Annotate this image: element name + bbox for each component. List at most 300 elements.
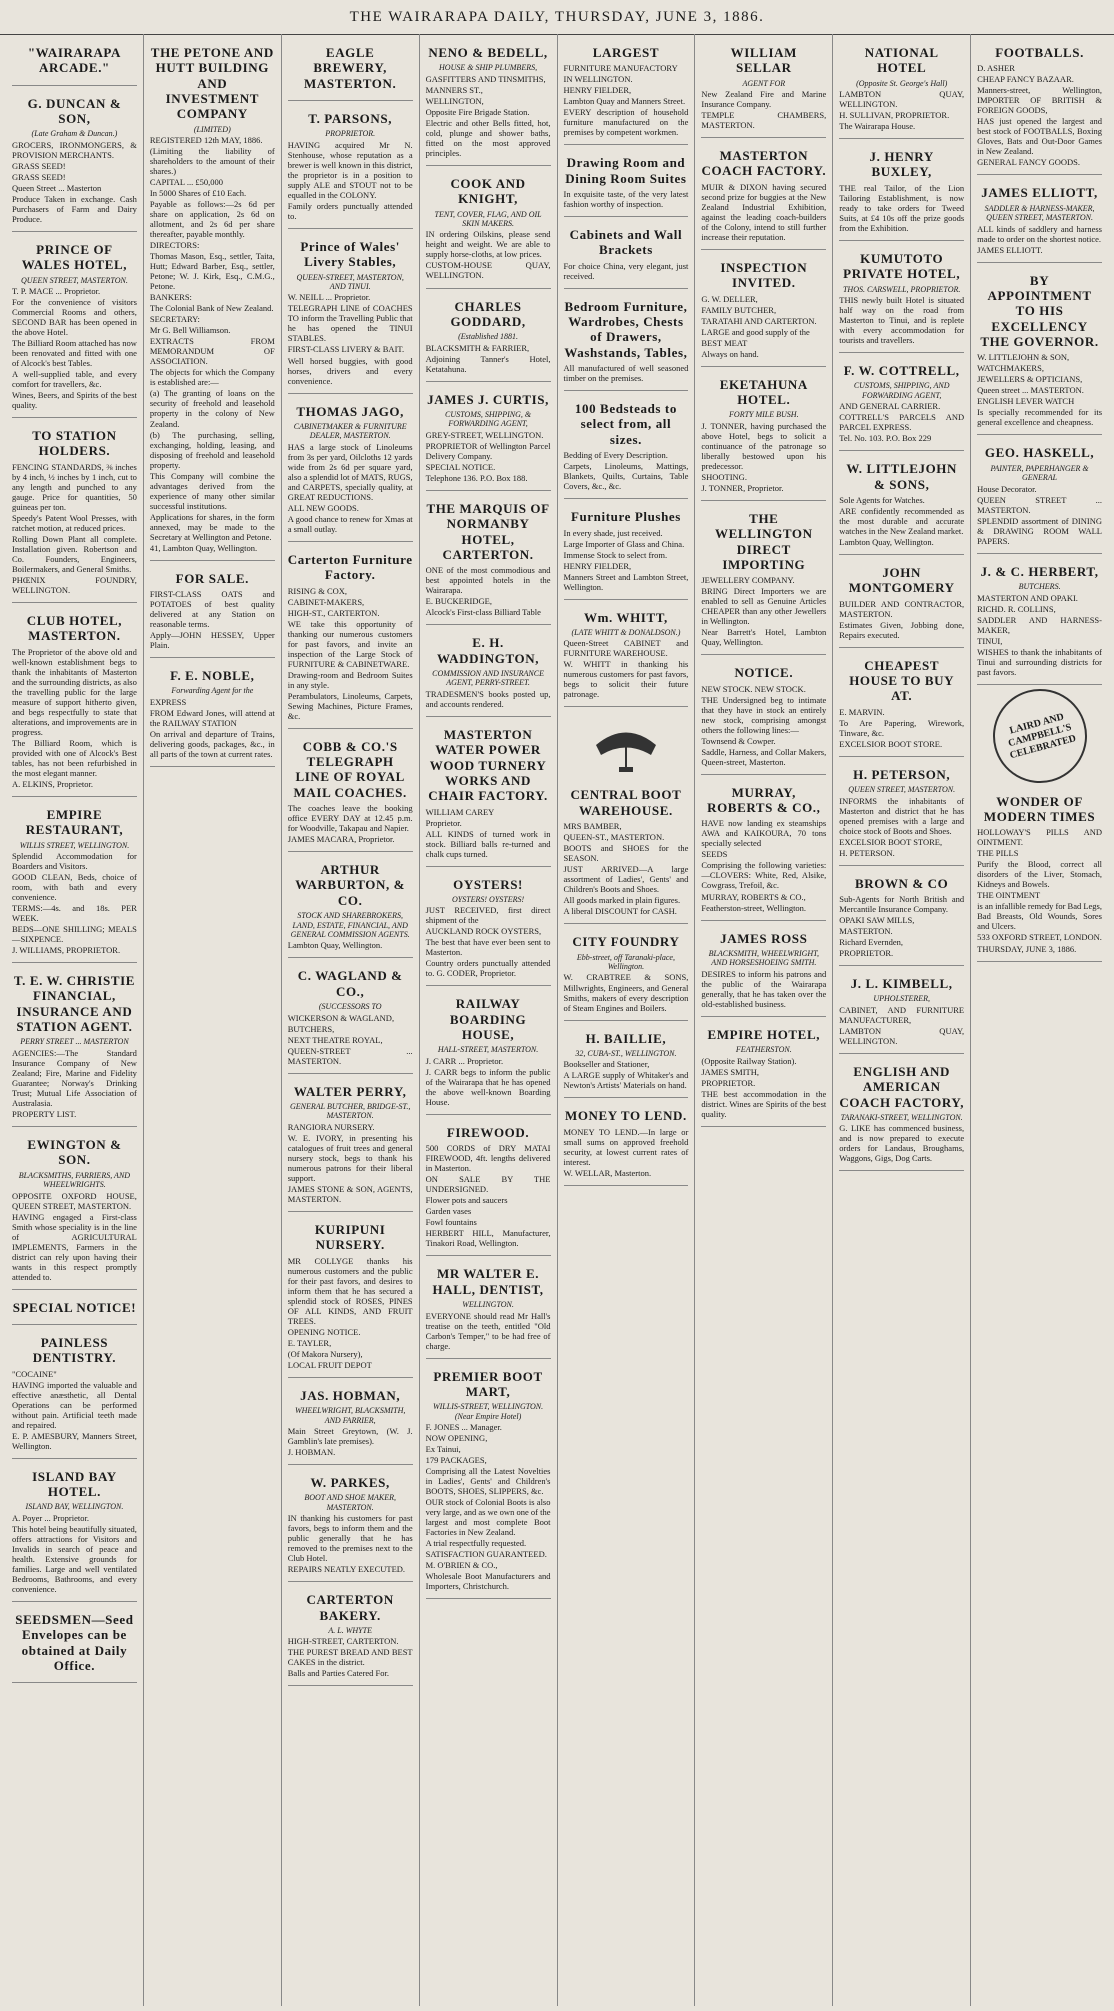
ad-text: JAMES ELLIOTT. xyxy=(977,244,1043,255)
advertisement xyxy=(426,720,551,867)
advertisement xyxy=(701,38,826,138)
ad-text: HAVING imported the valuable and effective anæsthetic, all Dental Operations can be performed without pain. Artificial teeth made and repaired. xyxy=(12,1379,137,1430)
ad-text: A. ELKINS, Proprietor. xyxy=(12,778,93,789)
advertisement xyxy=(12,1328,137,1459)
ad-text: SPLENDID assortment of DINING & DRAWING ROOM WALL PAPERS. xyxy=(977,515,1102,546)
ad-heading: PAINLESS DENTISTRY. xyxy=(32,1335,117,1366)
ad-text: A. Poyer ... Proprietor. xyxy=(12,1512,89,1523)
advertisement xyxy=(564,502,689,599)
ad-subheading: (SUCCESSORS TO xyxy=(318,1002,382,1012)
advertisement xyxy=(426,1362,551,1600)
ad-heading: ENGLISH AND AMERICAN COACH FACTORY, xyxy=(839,1063,965,1110)
ad-text: AGENCIES:—The Standard Insurance Company of New Zealand; Fire, Marine and Fidelity Guarantee; Norway's Drinking Trust; Mutual Life Association of Australasia. xyxy=(12,1047,137,1108)
ad-text: DESIRES to inform his patrons and the public of the Wairarapa generally, that he has taken over the old-established business. xyxy=(701,968,827,1009)
ad-heading: OYSTERS! xyxy=(453,876,523,892)
ad-text: Mr G. Bell Williamson. xyxy=(149,325,231,336)
advertisement xyxy=(701,924,826,1017)
ad-text: W. E. IVORY, in presenting his catalogues of fruit trees and general nursery stock, begs to thank his numerous patrons for their liberal support. xyxy=(287,1132,413,1183)
ad-text: THE real Tailor, of the Lion Tailoring Establishment, is now ready to take orders for Tweed Suits, at £4 10s off the prize goods from the Exhibition. xyxy=(839,182,965,233)
ad-text: JEWELLERS & OPTICIANS, xyxy=(977,374,1083,385)
advertisement xyxy=(426,38,551,166)
advertisement xyxy=(288,1077,413,1212)
ad-heading: MONEY TO LEND. xyxy=(564,1108,687,1124)
ad-text: HAVING engaged a First-class Smith whose speciality is in the line of AGRICULTURAL IMPLEMENTS, Farmers in the district can rely upon having their wants in this respect promptly attended to. xyxy=(12,1211,137,1282)
ad-text: JAMES STONE & SON, AGENTS, MASTERTON. xyxy=(287,1183,413,1204)
ad-text: MASTERTON. xyxy=(839,926,893,937)
ad-text: Sub-Agents for North British and Mercantile Insurance Company. xyxy=(839,894,965,915)
advertisement xyxy=(12,1462,137,1602)
ad-heading: ISLAND BAY HOTEL. xyxy=(32,1468,117,1500)
ad-text: MURRAY, ROBERTS & CO., xyxy=(701,891,806,902)
ad-text: A good chance to renew for Xmas at a small outlay. xyxy=(287,513,413,534)
ad-heading: SPECIAL NOTICE! xyxy=(12,1299,137,1315)
ad-text: MANNERS ST., xyxy=(425,84,483,95)
advertisement xyxy=(564,1101,689,1185)
ad-subheading: HOUSE & SHIP PLUMBERS, xyxy=(439,63,538,73)
ad-text: SPECIAL NOTICE. xyxy=(425,461,496,472)
ad-text: BOOTS and SHOES for the SEASON. xyxy=(563,843,689,864)
ad-text: 533 OXFORD STREET, LONDON. xyxy=(977,932,1102,943)
ad-text: GASFITTERS AND TINSMITHS, xyxy=(425,73,546,84)
ad-text: THE PUREST BREAD AND BEST CAKES in the district. xyxy=(287,1647,413,1668)
advertisement xyxy=(12,966,137,1127)
ad-heading: JOHN MONTGOMERY xyxy=(848,565,955,596)
ad-text: CABINET, AND FURNITURE MANUFACTURER, xyxy=(839,1004,965,1025)
ad-text: EVERY description of household furniture manufactured on the premises by competent workmen. xyxy=(563,107,689,138)
advertisement xyxy=(839,38,964,139)
ad-text: PROPRIETOR of Wellington Parcel Delivery Company. xyxy=(425,440,551,461)
ad-text: OPENING NOTICE. xyxy=(287,1326,361,1337)
ad-text: Flower pots and saucers xyxy=(425,1195,508,1206)
ad-text: MASTERTON AND OPAKI. xyxy=(977,592,1078,603)
advertisement xyxy=(977,557,1102,685)
ad-text: Large Importer of Glass and China. xyxy=(563,538,685,549)
advertisement xyxy=(426,870,551,987)
advertisement xyxy=(701,504,826,655)
ad-subheading: WHEELWRIGHT, BLACKSMITH, AND FARRIER, xyxy=(294,1406,406,1425)
ad-heading: FOR SALE. xyxy=(175,570,249,586)
advertisement xyxy=(564,780,689,924)
advertisement xyxy=(977,178,1102,262)
ad-subheading: UPHOLSTERER, xyxy=(873,994,931,1004)
ad-subheading: CABINETMAKER & FURNITURE DEALER, MASTERTON. xyxy=(293,421,407,441)
ad-text: GRASS SEED! xyxy=(12,171,66,182)
ad-text: THE Undersigned beg to intimate that they have in stock an entirely new stock, comprising amongst others the following lines:— xyxy=(701,694,827,735)
column-6 xyxy=(695,34,833,2006)
ad-heading: Furniture Plushes xyxy=(570,509,681,525)
ad-heading: 100 Bedsteads to select from, all sizes. xyxy=(574,401,677,447)
advertisement xyxy=(12,800,137,963)
ad-subheading: BUTCHERS. xyxy=(1018,582,1061,592)
advertisement xyxy=(150,661,275,767)
advertisement xyxy=(288,38,413,101)
ad-subheading: A. L. WHYTE xyxy=(328,1625,372,1635)
ad-text: A LARGE supply of Whitaker's and Newton's Artists' Materials on hand. xyxy=(563,1070,689,1091)
advertisement xyxy=(12,1605,137,1683)
ad-text: RANGIORA NURSERY. xyxy=(287,1121,375,1132)
ad-text: Is specially recommended for its general excellence and cheapness. xyxy=(977,407,1102,428)
ad-text: Electric and other Bells fitted, hot, cold, plunge and shower baths, fitted on the most approved principles. xyxy=(425,117,551,158)
ad-text: Applications for shares, in the form annexed, may be made to the Secretary at Wellington and Petone. xyxy=(149,511,275,542)
ad-text: MRS BAMBER, xyxy=(563,821,622,832)
ad-text: Sole Agents for Watches. xyxy=(839,494,925,505)
ad-text: Main Street Greytown, (W. J. Gamblin's late premises). xyxy=(287,1425,413,1446)
advertisement xyxy=(977,787,1102,962)
ad-text: W. WHITT in thanking his numerous customers for past favors, begs to solicit their future patronage. xyxy=(563,659,689,700)
ad-heading: CHEAPEST HOUSE TO BUY AT. xyxy=(849,657,955,704)
ad-heading: TO STATION HOLDERS. xyxy=(32,428,117,459)
advertisement xyxy=(701,658,826,774)
ad-text: HOLLOWAY'S PILLS AND OINTMENT. xyxy=(977,827,1102,848)
ad-text: BEST MEAT xyxy=(701,337,748,348)
ad-heading: W. PARKES, xyxy=(310,1475,390,1491)
ad-text: Featherston-street, Wellington. xyxy=(701,902,807,913)
ad-text: Bedding of Every Description. xyxy=(563,450,668,461)
ad-heading: JAMES ROSS xyxy=(720,930,808,946)
ad-text: For choice China, very elegant, just received. xyxy=(563,260,689,281)
saddle-illustration-icon xyxy=(564,710,689,780)
ad-heading: FIREWOOD. xyxy=(446,1124,530,1140)
ad-text: LARGE and good supply of the xyxy=(701,326,810,337)
ad-subheading: SADDLER & HARNESS-MAKER, QUEEN STREET, MASTERTON. xyxy=(984,203,1095,223)
ad-text: Proprietor. xyxy=(425,817,462,828)
ad-text: F. JONES ... Manager. xyxy=(425,1422,502,1433)
ad-heading: BROWN & CO xyxy=(854,875,949,891)
ad-text: E. BUCKERIDGE, xyxy=(425,596,492,607)
ad-text: Alcock's First-class Billiard Table xyxy=(425,607,541,618)
advertisement xyxy=(701,778,826,921)
advertisement xyxy=(12,1130,137,1290)
ad-text: 41, Lambton Quay, Wellington. xyxy=(149,542,258,553)
ad-text: Rolling Down Plant all complete. Installation given. Robertson and Co. Founders, Engineers, Boilermakers, and General Smiths. xyxy=(12,533,137,574)
ad-text: JUST ARRIVED—A large assortment of Ladies', Gents' and Children's Boots and Shoes. xyxy=(563,864,689,895)
ad-text: FIRST-CLASS LIVERY & BAIT. xyxy=(287,344,405,355)
ad-text: WISHES to thank the inhabitants of Tinui and surrounding districts for past favors. xyxy=(977,646,1102,677)
ad-text: The Billiard Room, which is provided with one of Alcock's Best tables, has not been refurbished in the most elegant manner. xyxy=(12,737,137,778)
ad-heading: Carterton Furniture Factory. xyxy=(287,551,413,583)
ad-heading: PREMIER BOOT MART, xyxy=(433,1368,543,1399)
ad-text: is an infallible remedy for Bad Legs, Bad Breasts, Old Wounds, Sores and Ulcers. xyxy=(977,901,1102,932)
ad-heading: WILLIAM SELLAR xyxy=(730,45,797,76)
ad-text: REPAIRS NEATLY EXECUTED. xyxy=(287,1564,406,1575)
ad-heading: T. PARSONS, xyxy=(308,110,393,126)
ad-text: The Colonial Bank of New Zealand. xyxy=(149,303,274,314)
advertisement xyxy=(426,169,551,289)
ad-heading: Cabinets and Wall Brackets xyxy=(569,227,683,258)
ad-text: W. WELLAR, Masterton. xyxy=(563,1167,652,1178)
advertisement xyxy=(12,89,137,232)
ad-subheading: BLACKSMITHS, FARRIERS, AND WHEELWRIGHTS. xyxy=(18,1170,131,1190)
ad-heading: F. W. COTTRELL, xyxy=(843,363,960,379)
ad-heading: G. DUNCAN & SON, xyxy=(27,95,122,126)
advertisement xyxy=(150,564,275,658)
ad-text: Perambulators, Linoleums, Carpets, Sewing Machines, Picture Frames, &c. xyxy=(287,690,413,721)
ad-text: Lambton Quay and Manners Street. xyxy=(563,96,686,107)
ad-heading: WALTER PERRY, xyxy=(293,1083,407,1099)
ad-subheading: QUEEN STREET, MASTERTON. xyxy=(848,785,956,795)
ad-text: DIRECTORS: xyxy=(149,240,200,251)
advertisement xyxy=(564,148,689,217)
ad-text: HAS a large stock of Linoleums from 3s per yard, Oilcloths 12 yards wide from 2s 6d per square yard, also a splendid lot of MATS, RUGS, and CARPETS, specially quality, at GREAT REDUCTIONS. xyxy=(287,441,413,502)
masthead: THE WAIRARAPA DAILY, THURSDAY, JUNE 3, 1886. xyxy=(0,0,1114,35)
ad-text: (Of Makora Nursery), xyxy=(287,1348,363,1359)
advertisement xyxy=(839,760,964,866)
ad-text: W. LITTLEJOHN & SON, xyxy=(977,352,1070,363)
advertisement xyxy=(12,235,137,418)
ad-heading: BY APPOINTMENT TO HIS EXCELLENCY THE GOVERNOR. xyxy=(980,272,1099,350)
advertisement xyxy=(701,370,826,501)
ad-text: JAMES MACARA, Proprietor. xyxy=(287,834,395,845)
column-1 xyxy=(6,34,144,2006)
ad-heading: LARGEST xyxy=(592,45,660,60)
advertisement xyxy=(426,1259,551,1358)
ad-text: (Limiting the liability of shareholders to the amount of their shares.) xyxy=(149,146,275,177)
ad-text: HAVE now landing ex steamships AWA and KAIKOURA, 70 tons specially selected xyxy=(701,818,827,849)
ad-subheading: PERRY STREET ... MASTERTON xyxy=(20,1037,129,1047)
ad-text: QUEEN-ST., MASTERTON. xyxy=(563,832,665,843)
ad-text: BUTCHERS, xyxy=(287,1023,335,1034)
ad-heading: Prince of Wales' Livery Stables, xyxy=(300,238,400,270)
advertisement xyxy=(288,1585,413,1686)
ad-text: Estimates Given, Jobbing done, Repairs executed. xyxy=(839,619,965,640)
advertisement xyxy=(839,454,964,555)
ad-text: EXPRESS xyxy=(149,696,187,707)
ad-text: WELLINGTON, xyxy=(425,95,484,106)
ad-text: (Opposite Railway Station). xyxy=(701,1055,797,1066)
ad-text: FIRST-CLASS OATS and POTATOES of best quality delivered at any Station on reasonable terms. xyxy=(149,589,275,630)
ad-heading: WONDER OF MODERN TIMES xyxy=(983,793,1096,824)
ad-text: HIGH-ST., CARTERTON. xyxy=(287,607,380,618)
ad-subheading: (Established 1881. xyxy=(458,332,519,342)
ad-text: Adjoining Tanner's Hotel, Ketatahuna. xyxy=(425,353,551,374)
advertisement xyxy=(564,292,689,391)
ad-subheading: COMMISSION AND INSURANCE AGENT, PERRY-STREET. xyxy=(432,668,544,688)
ad-subheading: AGENT FOR xyxy=(742,78,786,88)
advertisement xyxy=(839,558,964,648)
ad-text: FENCING STANDARDS, ⅜ inches by 4 inch, ½ inches by 1 inch, cut to any length and punched to any gauge. Price for quantities, 50 guineas per ton. xyxy=(12,461,137,512)
advertisement xyxy=(977,266,1102,436)
ad-text: ALL KINDS of turned work in stock. Billiard balls re-turned and chalk cups turned. xyxy=(425,828,551,859)
ad-text: Purify the Blood, correct all disorders of the Liver, Stomach, Kidneys and Bowels. xyxy=(977,859,1102,890)
ad-text: HENRY FIELDER, xyxy=(563,85,632,96)
ad-text: 500 CORDS of DRY MATAI FIREWOOD, 4ft. lengths delivered in Masterton. xyxy=(425,1143,551,1174)
ad-text: ENGLISH LEVER WATCH xyxy=(977,396,1075,407)
ad-text: Wholesale Boot Manufacturers and Importers, Christchurch. xyxy=(425,1571,551,1592)
advertisement xyxy=(564,927,689,1020)
advertisement xyxy=(288,1215,413,1378)
ad-text: Opposite Fire Brigade Station. xyxy=(425,106,530,117)
ad-text: J. CARR begs to inform the public of the Wairarapa that he has opened the above well-known Boarding House. xyxy=(425,1066,551,1107)
ad-text: EXTRACTS FROM MEMORANDUM OF ASSOCIATION. xyxy=(149,336,275,367)
ad-text: For the convenience of visitors Commercial Rooms and others, SECOND BAR has been opened in the above Hotel. xyxy=(12,296,137,338)
ad-text: HERBERT HILL, Manufacturer, Tinakori Road, Wellington. xyxy=(425,1228,551,1249)
ad-heading: J. & C. HERBERT, xyxy=(980,563,1099,579)
ad-text: Produce Taken in exchange. Cash Purchasers of Farm and Dairy Produce. xyxy=(12,193,137,224)
ad-text: T. P. MACE ... Proprietor. xyxy=(12,285,101,296)
ad-text: JUST RECEIVED, first direct shipment of the xyxy=(425,905,551,926)
advertisement xyxy=(701,253,826,367)
advertisement xyxy=(839,651,964,757)
ad-text: TEMPLE CHAMBERS, MASTERTON. xyxy=(701,110,827,131)
ad-text: Wines, Beers, and Spirits of the best quality. xyxy=(12,390,137,411)
ad-text: INFORMS the inhabitants of Masterton and district that he has opened premises with a large and choice stock of Boots and Shoes. xyxy=(839,795,965,836)
ad-text: Saddle, Harness, and Collar Makers, Queen-street, Masterton. xyxy=(701,746,827,767)
ad-text: Drawing-room and Bedroom Suites in any style. xyxy=(287,669,413,690)
ad-text: Family orders punctually attended to. xyxy=(287,200,413,221)
ad-subheading: THOS. CARSWELL, PROPRIETOR. xyxy=(842,284,961,294)
ad-text: BRING Direct Importers we are enabled to sell as Genuine Articles CHEAPER than any other Jewellers in Wellington. xyxy=(701,586,827,627)
ad-heading: J. L. KIMBELL, xyxy=(850,976,953,992)
ad-text: AUCKLAND ROCK OYSTERS, xyxy=(425,926,542,937)
ad-subheading: FORTY MILE BUSH. xyxy=(729,410,799,420)
ad-text: BEDS—ONE SHILLING; MEALS—SIXPENCE. xyxy=(12,924,137,945)
ad-heading: INSPECTION INVITED. xyxy=(720,259,808,291)
advertisement xyxy=(839,969,964,1054)
ad-text: This Company will combine the advantages derived from the experience of many other similar successful institutions. xyxy=(149,470,275,511)
ad-text: Balls and Parties Catered For. xyxy=(287,1668,390,1679)
advertisement xyxy=(426,494,551,625)
ad-text: SATISFACTION GUARANTEED. xyxy=(425,1549,547,1560)
ad-text: EVERYONE should read Mr Hall's treatise on the teeth, entitled "Old Carbon's Temper," to be had free of charge. xyxy=(425,1310,551,1351)
ad-heading: F. E. NOBLE, xyxy=(170,668,255,684)
ad-subheading: OYSTERS! OYSTERS! xyxy=(451,894,525,904)
ad-subheading: (LIMITED) xyxy=(193,124,231,134)
ad-text: In every shade, just received. xyxy=(563,527,663,538)
ad-text: THE OINTMENT xyxy=(977,890,1041,901)
ad-text: The Proprietor of the above old and well-known establishment begs to thank the inhabitants of Masterton and the surrounding districts, as also the travelling public for the large measure of support hitherto given, and begs respectfully to state that alterations, and improvements are in progress. xyxy=(12,646,137,737)
ad-text: TARATAHI AND CARTERTON. xyxy=(701,315,817,326)
ad-subheading: BLACKSMITH, WHEELWRIGHT, AND HORSESHOEING SMITH. xyxy=(708,948,820,968)
ad-text: 179 PACKAGES, xyxy=(425,1455,487,1466)
ad-heading: "WAIRARAPA ARCADE." xyxy=(27,45,121,76)
ad-heading: CITY FOUNDRY xyxy=(572,934,680,950)
ad-text: HAVING acquired Mr N. Stenhouse, whose reputation as a brewer is well known in this district, the proprietor is in a position to supply ALE and STOUT not to be equalled in the COLONY. xyxy=(287,139,413,200)
ad-text: CHEAP FANCY BAZAAR. xyxy=(977,74,1074,85)
ad-text: (b) The purchasing, selling, exchanging, holding, leasing, and disposing of freehold and leasehold property. xyxy=(149,429,275,470)
ad-text: PROPRIETOR. xyxy=(839,948,894,959)
ad-text: EXCELSIOR BOOT STORE, xyxy=(839,836,943,847)
ad-text: WICKERSON & WAGLAND, xyxy=(287,1012,395,1023)
ad-text: HAS just opened the largest and best stock of FOOTBALLS, Boxing Gloves, Bats and Out-Door Games in New Zealand. xyxy=(977,116,1102,157)
advertisement xyxy=(564,603,689,708)
ad-text: IN WELLINGTON. xyxy=(563,74,633,85)
ad-text: HIGH-STREET, CARTERTON. xyxy=(287,1636,399,1647)
ad-heading: T. E. W. CHRISTIE FINANCIAL, INSURANCE AND STATION AGENT. xyxy=(13,973,136,1035)
ad-heading: MASTERTON COACH FACTORY. xyxy=(701,148,827,179)
ad-subheading: QUEEN-STREET, MASTERTON, AND TINUI. xyxy=(296,272,404,291)
ad-heading: EWINGTON & SON. xyxy=(27,1137,122,1168)
ad-text: SADDLER AND HARNESS-MAKER, xyxy=(977,614,1102,635)
ad-text: Country orders punctually attended to. G. CODER, Proprietor. xyxy=(425,958,551,979)
ad-text: ARE confidently recommended as the most durable and accurate watches in the New Zealand market. xyxy=(839,506,965,537)
ad-text: IN thanking his customers for past favors, begs to inform them and the public generally that he has removed to the premises next to the Club Hotel. xyxy=(287,1513,413,1564)
ad-text: Apply—JOHN HESSEY, Upper Plain. xyxy=(149,630,275,651)
ad-text: HENRY FIELDER, xyxy=(563,560,632,571)
ad-text: Comprising all the Latest Novelties in Ladies', Gents' and Children's BOOTS, SHOES, SLIPPERS, &c. xyxy=(425,1466,551,1497)
ad-text: ON SALE BY THE UNDERSIGNED. xyxy=(425,1174,551,1195)
ad-text: NEXT THEATRE ROYAL, xyxy=(287,1034,383,1045)
ad-heading: JAS. HOBMAN, xyxy=(300,1387,401,1403)
ad-text: W. NEILL ... Proprietor. xyxy=(287,292,371,303)
ad-heading: JAMES ELLIOTT, xyxy=(981,185,1098,201)
ad-text: THE PILLS xyxy=(977,848,1019,859)
ad-text: COTTRELL'S PARCELS AND PARCEL EXPRESS. xyxy=(839,412,965,433)
advertisement xyxy=(839,142,964,241)
ad-subheading: CUSTOMS, SHIPPING, & FORWARDING AGENT, xyxy=(445,409,532,429)
ad-text: REGISTERED 12th MAY, 1886. xyxy=(149,135,263,146)
ad-text: A well-supplied table, and every comfort for travellers, &c. xyxy=(12,369,137,390)
ad-subheading: PAINTER, PAPERHANGER & GENERAL xyxy=(990,463,1089,483)
advertisement xyxy=(288,545,413,729)
ad-text: G. LIKE has commenced business, and is now prepared to execute orders for Landaus, Broughams, Waggons, Gigs, Dog Carts. xyxy=(839,1123,965,1164)
ad-heading: CENTRAL BOOT WAREHOUSE. xyxy=(570,787,682,818)
advertisement xyxy=(977,438,1102,553)
ad-text: FAMILY BUTCHER, xyxy=(701,304,777,315)
ad-text: W. CRABTREE & SONS, Millwrights, Engineers, and General Smiths, makers of every description of Steam Engines and Boilers. xyxy=(563,972,689,1013)
advertisement xyxy=(12,1293,137,1325)
column-3 xyxy=(282,34,420,2006)
advertisement xyxy=(564,1024,689,1099)
ad-subheading: (Late Graham & Duncan.) xyxy=(31,129,118,139)
ad-heading: PRINCE OF WALES HOTEL, xyxy=(21,241,128,273)
ad-subheading: (Opposite St. George's Hall) xyxy=(856,78,948,88)
advertisement xyxy=(426,385,551,491)
ad-text: FURNITURE MANUFACTORY xyxy=(563,63,678,74)
ad-heading: KUMUTOTO PRIVATE HOTEL, xyxy=(843,250,961,282)
ad-text: BUILDER AND CONTRACTOR, MASTERTON. xyxy=(839,598,965,619)
ad-subheading: BOOT AND SHOE MAKER, MASTERTON. xyxy=(304,1493,397,1512)
ad-text: CUSTOM-HOUSE QUAY, WELLINGTON. xyxy=(425,260,551,281)
ad-text: Well horsed buggies, with good horses, drivers and every convenience. xyxy=(287,355,413,386)
advertisement xyxy=(564,394,689,499)
ad-subheading: QUEEN STREET, MASTERTON. xyxy=(21,275,128,285)
ad-heading: CARTERTON BAKERY. xyxy=(306,1592,394,1623)
ad-heading: Wm. WHITT, xyxy=(583,609,668,625)
ad-text: GROCERS, IRONMONGERS, & PROVISION MERCHANTS. xyxy=(12,139,137,160)
advertisement xyxy=(701,1020,826,1127)
ad-text: The objects for which the Company is established are:— xyxy=(149,367,275,388)
ad-text: QUEEN-STREET ... MASTERTON. xyxy=(287,1045,413,1066)
ad-text: J. TONNER, having purchased the above Hotel, begs to solicit a continuance of the patronage so liberally bestowed upon his predecessor. xyxy=(701,420,827,471)
ad-subheading: ISLAND BAY, WELLINGTON. xyxy=(25,1502,124,1512)
ad-text: PROPRIETOR. xyxy=(701,1077,756,1088)
ad-text: OUR stock of Colonial Boots is also very large, and as we own one of the largest and most complete Boot Factories in New Zealand. xyxy=(425,1497,551,1538)
ad-text: Queen street ... MASTERTON. xyxy=(977,385,1084,396)
ad-text: D. ASHER xyxy=(977,63,1015,74)
ad-text: Ex Tainui, xyxy=(425,1444,461,1455)
ad-text: EXCELSIOR BOOT STORE. xyxy=(839,738,943,749)
ad-text: Always on hand. xyxy=(701,348,759,359)
column-2 xyxy=(144,34,282,2006)
advertisement xyxy=(12,421,137,603)
ad-text: The Wairarapa House. xyxy=(839,121,916,132)
ad-heading: CLUB HOTEL, MASTERTON. xyxy=(26,613,123,644)
ad-text: Townsend & Cowper. xyxy=(701,735,776,746)
advertisement xyxy=(288,732,413,852)
ad-subheading: CUSTOMS, SHIPPING, AND FORWARDING AGENT, xyxy=(853,381,950,400)
ad-heading: Bedroom Furniture, Wardrobes, Chests of Drawers, Washstands, Tables, xyxy=(564,298,688,360)
advertisement xyxy=(564,220,689,289)
advertisement xyxy=(288,104,413,229)
ad-text: M. O'BRIEN & CO., xyxy=(425,1560,498,1571)
advertisement xyxy=(426,628,551,717)
ad-heading: W. LITTLEJOHN & SONS, xyxy=(846,461,957,492)
ad-text: GREY-STREET, WELLINGTON. xyxy=(425,429,544,440)
ad-text: JEWELLERY COMPANY. xyxy=(701,575,795,586)
ad-text: Immense Stock to select from. xyxy=(563,549,668,560)
ad-text: LAMBTON QUAY, WELLINGTON. xyxy=(839,1025,965,1046)
ad-text: WILLIAM CAREY xyxy=(425,806,495,817)
